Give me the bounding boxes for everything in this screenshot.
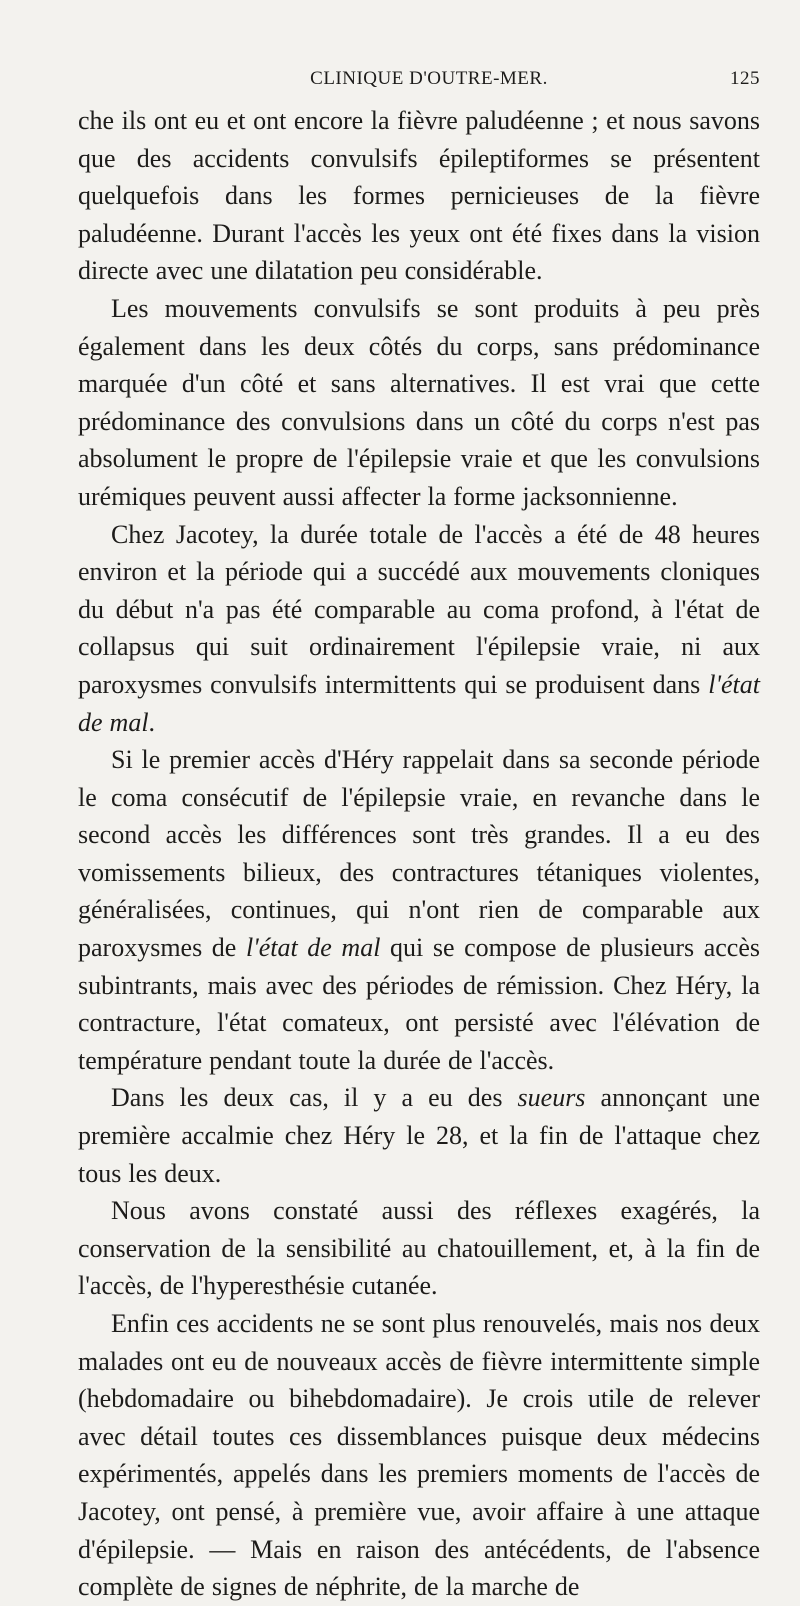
italic-text: sueurs [517, 1083, 586, 1113]
text-run: Les mouvements convulsifs se sont produits à peu près également dans les deux côtés du corps, sans prédominance marquée d'un côté et sans alternatives. Il est vrai que cette prédominance des convulsions dans un côté du corps n'est pas absolument le propre de l'épilepsie vraie et que les convulsions urémiques peuvent aussi affecter la forme jacksonnienne. [78, 293, 760, 511]
running-title: CLINIQUE D'OUTRE-MER. [310, 68, 548, 89]
page-number: 125 [730, 68, 760, 89]
text-run: Enfin ces accidents ne se sont plus renouvelés, mais nos deux malades ont eu de nouveaux accès de fièvre intermittente simple (hebdomadaire ou bihebdomadaire). Je crois utile de relever avec détail toutes ces dissemblances puisque deux médecins expérimentés, appelés dans les premiers moments de l'accès de Jacotey, ont pensé, à première vue, avoir affaire à une attaque d'épilepsie. — Mais en raison des antécédents, de l'absence complète de signes de néphrite, de la marche de [78, 1309, 760, 1602]
paragraph [78, 516, 760, 742]
text-run: qui se compose de plusieurs accès subintrants, mais avec des périodes de rémission. Chez Héry, la contracture, l'état comateux, ont persisté avec l'élévation de température pendant toute la durée de l'accès. [78, 933, 760, 1075]
text-run: annonçant une première accalmie chez Héry le 28, et la fin de l'attaque chez tous les deux. [78, 1083, 760, 1188]
paragraph [78, 102, 760, 290]
paragraph [78, 1079, 760, 1192]
paragraph [78, 1305, 760, 1606]
paragraph [78, 290, 760, 516]
text-run: Nous avons constaté aussi des réflexes exagérés, la conservation de la sensibilité au chatouillement, et, à la fin de l'accès, de l'hyperesthésie cutanée. [78, 1196, 760, 1301]
running-head [78, 62, 760, 102]
text-run: Dans les deux cas, il y a eu des [111, 1083, 518, 1113]
italic-text: l'état de mal [78, 669, 760, 737]
body-text [78, 102, 760, 1606]
text-run: Si le premier accès d'Héry rappelait dans sa seconde période le coma consécutif de l'épilepsie vraie, en revanche dans le second accès les différences sont très grandes. Il a eu des vomissements bilieux, des contractures tétaniques violentes, généralisées, continues, qui n'ont rien de comparable aux paroxysmes de [78, 745, 760, 963]
paragraph [78, 1192, 760, 1305]
paragraph [78, 741, 760, 1079]
italic-text: l'état de mal [245, 933, 381, 963]
text-run: Chez Jacotey, la durée totale de l'accès a été de 48 heures environ et la période qui a succédé aux mouvements cloniques du début n'a pas été comparable au coma profond, à l'état de collapsus qui suit ordinairement l'épilepsie vraie, ni aux paroxysmes convulsifs intermittents qui se produisent dans [78, 519, 760, 699]
text-run: che ils ont eu et ont encore la fièvre paludéenne ; et nous savons que des accidents convulsifs épileptiformes se présentent quelquefois dans les formes pernicieuses de la fièvre paludéenne. Durant l'accès les yeux ont été fixes dans la vision directe avec une dilatation peu considérable. [78, 106, 760, 286]
text-run: . [148, 707, 156, 737]
